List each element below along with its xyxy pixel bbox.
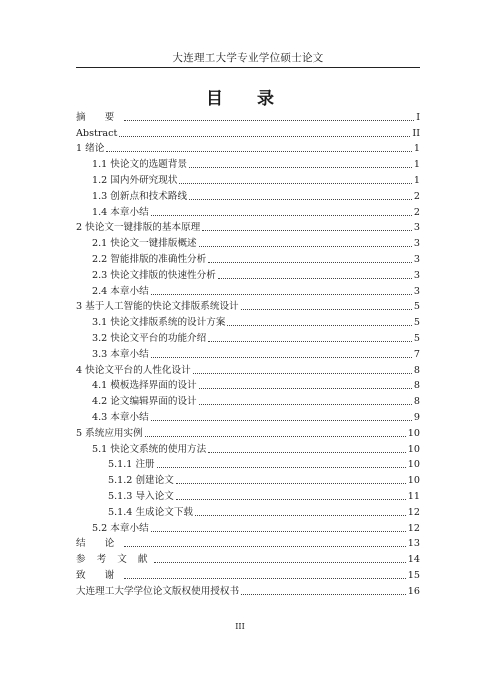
toc-entry[interactable]: [76, 124, 420, 140]
toc-entry-label: 4.2 论文编辑界面的设计: [92, 396, 197, 408]
toc-leader-dots: [145, 436, 406, 437]
toc-entry-page: 10: [407, 459, 420, 471]
toc-entry-label: 摘 要: [76, 111, 123, 123]
toc-entry-page: 11: [407, 490, 420, 502]
toc-entry[interactable]: [76, 108, 420, 124]
toc-leader-dots: [176, 499, 406, 500]
toc-title: 目 录: [206, 89, 288, 109]
toc-entry[interactable]: [76, 408, 420, 424]
toc-entry-label: 大连理工大学学位论文版权使用授权书: [76, 585, 240, 597]
toc-entry-page: 3: [413, 285, 420, 297]
toc-leader-dots: [195, 515, 406, 516]
toc-entry-label: 5 系统应用实例: [76, 427, 143, 439]
toc-leader-dots: [227, 325, 411, 326]
toc-leader-dots: [189, 167, 412, 168]
header-rule: [76, 67, 420, 68]
toc-entry[interactable]: [76, 535, 420, 551]
toc-entry-page: 8: [413, 396, 420, 408]
toc-entry[interactable]: [76, 345, 420, 361]
toc-entry-page: I: [416, 111, 420, 123]
toc-leader-dots: [179, 183, 411, 184]
toc-entry[interactable]: [76, 550, 420, 566]
toc-entry-label: 2.4 本章小结: [92, 285, 149, 297]
toc-entry-label: 致 谢: [76, 569, 123, 581]
toc-entry-label: 2 快论文一键排版的基本原理: [76, 222, 201, 234]
toc-entry-page: 9: [413, 411, 420, 423]
toc-entry[interactable]: [76, 519, 420, 535]
toc-entry-label: 4.3 本章小结: [92, 411, 149, 423]
toc-entry-page: 3: [413, 253, 420, 265]
toc-entry-page: 5: [413, 301, 420, 313]
toc-entry-page: 12: [407, 522, 420, 534]
toc-entry-label: 5.1.4 生成论文下载: [108, 506, 194, 518]
toc-leader-dots: [189, 199, 412, 200]
toc-entry-label: 3.3 本章小结: [92, 348, 149, 360]
toc-entry-page: 2: [413, 190, 420, 202]
toc-entry-page: 5: [413, 317, 420, 329]
toc-entry-page: 1: [413, 143, 420, 155]
toc-entry-label: 5.1.1 注册: [108, 459, 155, 471]
toc-entry[interactable]: [76, 219, 420, 235]
toc-entry-page: 14: [407, 554, 420, 566]
toc-entry[interactable]: [76, 250, 420, 266]
toc-leader-dots: [241, 309, 412, 310]
toc-leader-dots: [154, 562, 406, 563]
toc-entry[interactable]: [76, 187, 420, 203]
toc-entry[interactable]: [76, 361, 420, 377]
toc-entry-label: 1.2 国内外研究现状: [92, 174, 178, 186]
toc-entry-label: 1.4 本章小结: [92, 206, 149, 218]
toc-entry[interactable]: [76, 503, 420, 519]
toc-leader-dots: [202, 230, 412, 231]
toc-entry-label: 4 快论文平台的人性化设计: [76, 364, 191, 376]
toc-entry[interactable]: [76, 424, 420, 440]
toc-entry[interactable]: [76, 377, 420, 393]
toc-entry-label: 5.1.2 创建论文: [108, 475, 174, 487]
toc-entry-page: 1: [413, 174, 420, 186]
toc-leader-dots: [151, 420, 412, 421]
toc-entry[interactable]: [76, 440, 420, 456]
toc-entry[interactable]: [76, 298, 420, 314]
toc-entry-page: 13: [407, 538, 420, 550]
toc-entry-page: 10: [407, 475, 420, 487]
toc-entry-page: 7: [413, 348, 420, 360]
toc-entry-page: 15: [407, 569, 420, 581]
toc-entry-label: 4.1 模板选择界面的设计: [92, 380, 197, 392]
toc-leader-dots: [199, 246, 412, 247]
toc-entry-label: 5.2 本章小结: [92, 522, 149, 534]
toc-entry-page: 3: [413, 269, 420, 281]
toc-leader-dots: [208, 262, 412, 263]
toc-entry[interactable]: [76, 234, 420, 250]
toc-entry[interactable]: [76, 282, 420, 298]
toc-entry-label: 5.1 快论文系统的使用方法: [92, 443, 207, 455]
toc-entry-page: 8: [413, 380, 420, 392]
toc-leader-dots: [199, 388, 412, 389]
toc-entry-label: 1.3 创新点和技术路线: [92, 190, 188, 202]
toc-entry[interactable]: [76, 140, 420, 156]
toc-leader-dots: [151, 357, 412, 358]
toc-entry[interactable]: [76, 203, 420, 219]
toc-entry[interactable]: [76, 566, 420, 582]
toc-leader-dots: [151, 294, 412, 295]
toc-entry[interactable]: [76, 392, 420, 408]
toc-list: [76, 108, 420, 598]
toc-entry-page: 12: [407, 506, 420, 518]
toc-leader-dots: [124, 546, 406, 547]
toc-leader-dots: [119, 136, 410, 137]
toc-leader-dots: [124, 578, 406, 579]
page-number: III: [235, 622, 245, 631]
toc-entry-label: 2.1 快论文一键排版概述: [92, 238, 197, 250]
toc-leader-dots: [106, 151, 412, 152]
toc-entry-label: 1 绪论: [76, 143, 105, 155]
toc-entry-page: 1: [413, 159, 420, 171]
toc-leader-dots: [124, 120, 414, 121]
toc-entry[interactable]: [76, 313, 420, 329]
toc-leader-dots: [208, 452, 406, 453]
toc-leader-dots: [241, 594, 406, 595]
toc-leader-dots: [218, 278, 412, 279]
toc-entry-page: 2: [413, 206, 420, 218]
toc-entry-label: 3 基于人工智能的快论文排版系统设计: [76, 301, 239, 313]
toc-entry-page: 16: [407, 585, 420, 597]
toc-entry[interactable]: [76, 487, 420, 503]
toc-leader-dots: [193, 373, 412, 374]
toc-entry-page: 8: [413, 364, 420, 376]
toc-entry[interactable]: [76, 266, 420, 282]
toc-entry-label: 1.1 快论文的选题背景: [92, 159, 188, 171]
toc-entry-label: Abstract: [76, 127, 118, 139]
toc-entry-page: 3: [413, 238, 420, 250]
toc-entry[interactable]: [76, 471, 420, 487]
toc-leader-dots: [151, 215, 412, 216]
toc-entry-label: 5.1.3 导入论文: [108, 490, 174, 502]
toc-leader-dots: [157, 467, 406, 468]
running-header: 大连理工大学专业学位硕士论文: [172, 52, 324, 64]
toc-entry-page: II: [412, 127, 420, 139]
toc-entry-label: 2.2 智能排版的准确性分析: [92, 253, 207, 265]
toc-entry-page: 3: [413, 222, 420, 234]
toc-entry[interactable]: [76, 171, 420, 187]
toc-entry-label: 参 考 文 献: [76, 554, 152, 566]
toc-leader-dots: [151, 531, 406, 532]
toc-entry-label: 3.1 快论文排版系统的设计方案: [92, 317, 226, 329]
toc-entry[interactable]: [76, 582, 420, 598]
toc-leader-dots: [176, 483, 406, 484]
toc-entry-page: 10: [407, 427, 420, 439]
toc-entry-page: 10: [407, 443, 420, 455]
toc-entry-label: 结 论: [76, 538, 123, 550]
toc-entry-label: 3.2 快论文平台的功能介绍: [92, 332, 207, 344]
toc-leader-dots: [208, 341, 412, 342]
toc-entry-label: 2.3 快论文排版的快速性分析: [92, 269, 216, 281]
toc-entry[interactable]: [76, 456, 420, 472]
toc-entry-page: 5: [413, 332, 420, 344]
toc-leader-dots: [199, 404, 412, 405]
toc-entry[interactable]: [76, 155, 420, 171]
toc-entry[interactable]: [76, 329, 420, 345]
